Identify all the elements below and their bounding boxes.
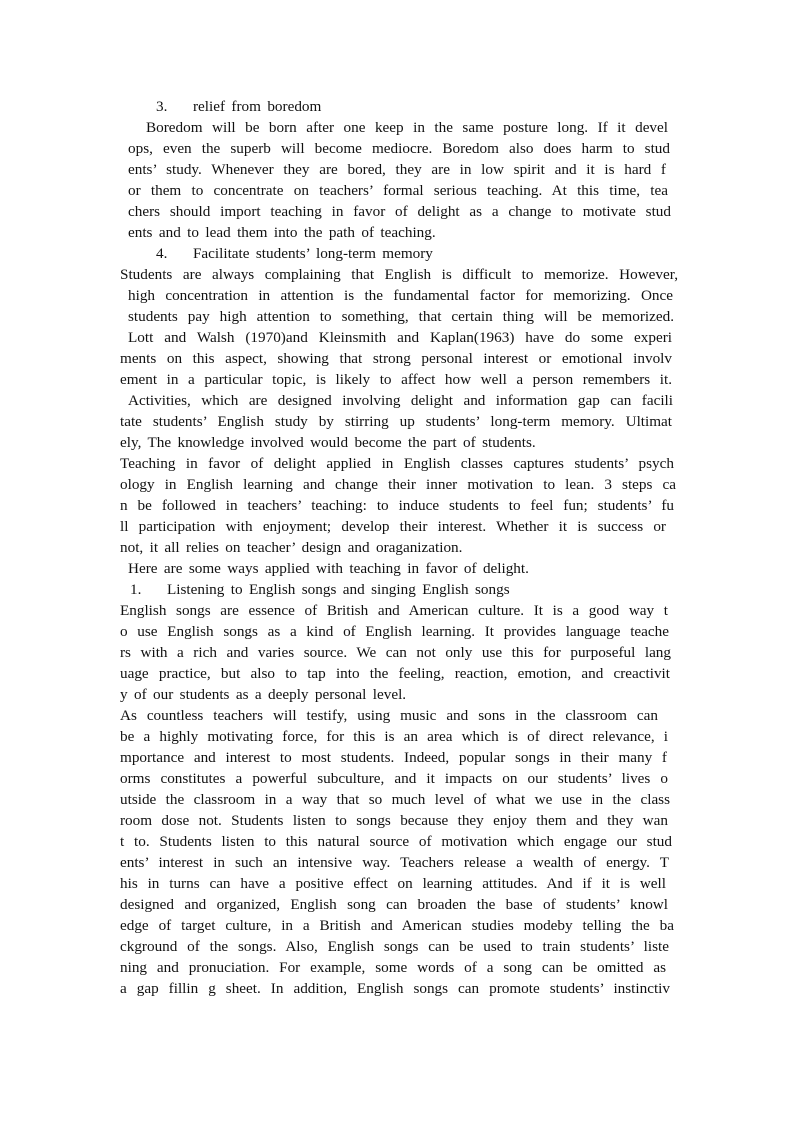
text-line: y of our students as a deeply personal level.	[120, 686, 407, 703]
text-line: orms constitutes a powerful subculture, and it impacts on our students’ lives o	[120, 770, 668, 787]
text-line: uage practice, but also to tap into the feeling, reaction, emotion, and creactivit	[120, 665, 670, 682]
text-line: ning and pronuciation. For example, some words of a song can be omitted as	[120, 959, 666, 976]
text-line: n be followed in teachers’ teaching: to induce students to feel fun; students’ fu	[120, 497, 674, 514]
text-line: Boredom will be born after one keep in the same posture long. If it devel	[146, 119, 668, 136]
text-line: ents’ study. Whenever they are bored, they are in low spirit and it is hard f	[128, 161, 666, 178]
heading-relief-from-boredom: 3. relief from boredom	[156, 98, 322, 115]
text-line: tate students’ English study by stirring up students’ long-term memory. Ultimat	[120, 413, 672, 430]
text-line: Lott and Walsh (1970)and Kleinsmith and Kaplan(1963) have do some experi	[128, 329, 672, 346]
text-line: utside the classroom in a way that so much level of what we use in the class	[120, 791, 670, 808]
text-line: edge of target culture, in a British and American studies modeby telling the ba	[120, 917, 674, 934]
heading-facilitate-memory: 4. Facilitate students’ long-term memory	[156, 245, 433, 262]
text-line: be a highly motivating force, for this is an area which is of direct relevance, i	[120, 728, 668, 745]
text-line: t to. Students listen to this natural source of motivation which engage our stud	[120, 833, 672, 850]
text-line: Students are always complaining that English is difficult to memorize. However,	[120, 266, 678, 283]
text-line: not, it all relies on teacher’ design and oraganization.	[120, 539, 463, 556]
text-line: English songs are essence of British and American culture. It is a good way t	[120, 602, 668, 619]
heading-listening-songs: 1. Listening to English songs and singing English songs	[130, 581, 510, 598]
text-line: designed and organized, English song can broaden the base of students’ knowl	[120, 896, 668, 913]
text-line: ll participation with enjoyment; develop their interest. Whether it is success or	[120, 518, 666, 535]
text-line: ents’ interest in such an intensive way. Teachers release a wealth of energy. T	[120, 854, 669, 871]
text-line: ology in English learning and change their inner motivation to lean. 3 steps ca	[120, 476, 676, 493]
text-line: mportance and interest to most students. Indeed, popular songs in their many f	[120, 749, 667, 766]
text-line: room dose not. Students listen to songs because they enjoy them and they wan	[120, 812, 668, 829]
text-line: high concentration in attention is the fundamental factor for memorizing. Once	[128, 287, 673, 304]
text-line: As countless teachers will testify, using music and sons in the classroom can	[120, 707, 658, 724]
text-line: ents and to lead them into the path of teaching.	[128, 224, 436, 241]
text-line: Activities, which are designed involving delight and information gap can facili	[128, 392, 673, 409]
text-line: o use English songs as a kind of English learning. It provides language teache	[120, 623, 669, 640]
text-line: rs with a rich and varies source. We can not only use this for purposeful lang	[120, 644, 671, 661]
text-line: his in turns can have a positive effect on learning attitudes. And if it is well	[120, 875, 666, 892]
text-line: ely, The knowledge involved would become the part of students.	[120, 434, 536, 451]
text-line: or them to concentrate on teachers’ formal serious teaching. At this time, tea	[128, 182, 668, 199]
text-line: students pay high attention to something, that certain thing will be memorized.	[128, 308, 674, 325]
text-line: Here are some ways applied with teaching in favor of delight.	[128, 560, 529, 577]
text-line: ops, even the superb will become mediocre. Boredom also does harm to stud	[128, 140, 670, 157]
text-line: a gap fillin g sheet. In addition, English songs can promote students’ instinctiv	[120, 980, 670, 997]
text-line: ments on this aspect, showing that strong personal interest or emotional involv	[120, 350, 672, 367]
text-line: chers should import teaching in favor of delight as a change to motivate stud	[128, 203, 671, 220]
text-line: ckground of the songs. Also, English songs can be used to train students’ liste	[120, 938, 669, 955]
text-line: ement in a particular topic, is likely to affect how well a person remembers it.	[120, 371, 672, 388]
text-line: Teaching in favor of delight applied in English classes captures students’ psych	[120, 455, 674, 472]
